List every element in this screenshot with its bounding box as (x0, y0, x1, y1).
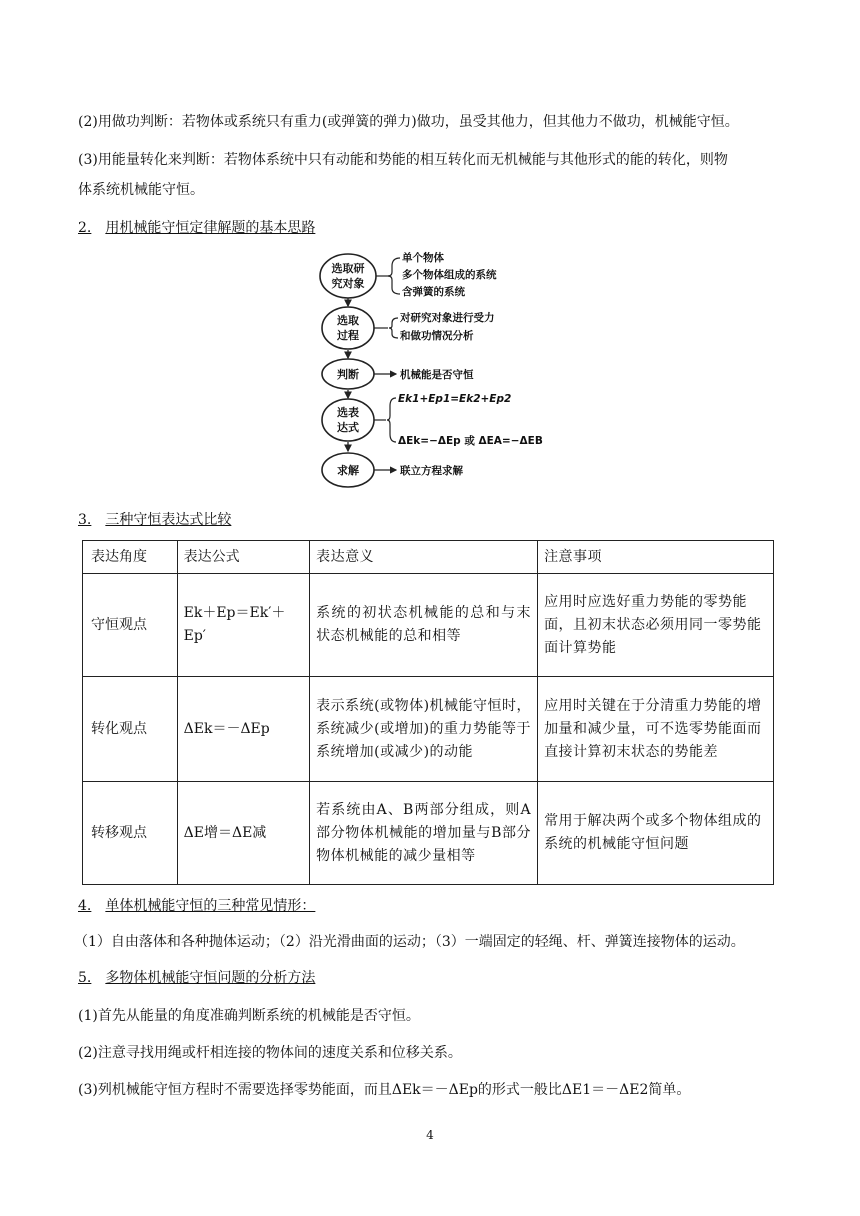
section-title: 用机械能守恒定律解题的基本思路 (105, 220, 316, 236)
section-5-line-1: (1)首先从能量的角度准确判断系统的机械能是否守恒。 (78, 1008, 420, 1024)
flow-label: 单个物体 (402, 252, 444, 264)
table-row (83, 782, 774, 885)
table-row (83, 677, 774, 782)
flow-label: 联立方程求解 (400, 465, 463, 477)
flow-node-text: 选表 (337, 406, 359, 419)
flow-label: Ek1+Ep1=Ek2+Ep2 (398, 393, 512, 405)
table-cell-angle: 守恒观点 (83, 574, 178, 677)
section-5-line-3: (3)列机械能守恒方程时不需要选择零势能面，而且ΔEk＝－ΔEp的形式一般比ΔE1＝－ΔE2简单。 (78, 1082, 691, 1098)
flow-label: 机械能是否守恒 (400, 369, 474, 381)
flow-node-text: 判断 (337, 368, 359, 381)
section-number: 2. (78, 220, 92, 236)
table-cell-note: 应用时关键在于分清重力势能的增加量和减少量，可不选零势能面而直接计算初末状态的势能差 (538, 677, 774, 782)
flow-label: ΔEk=−ΔEp 或 ΔEA=−ΔEB (398, 435, 543, 447)
section-number: 4. (78, 898, 92, 914)
section-number: 3. (78, 512, 92, 528)
table-row (83, 574, 774, 677)
section-5-line-2: (2)注意寻找用绳或杆相连接的物体间的速度关系和位移关系。 (78, 1045, 462, 1061)
table-cell-formula: Ek＋Ep＝Ek′＋Ep′ (177, 574, 309, 677)
table-header-cell: 表达意义 (310, 541, 538, 574)
table-cell-note: 常用于解决两个或多个物体组成的系统的机械能守恒问题 (538, 782, 774, 885)
flow-node-select-object (320, 254, 376, 298)
table-cell-meaning: 系统的初状态机械能的总和与末状态机械能的总和相等 (310, 574, 538, 677)
problem-solving-flowchart (312, 248, 552, 498)
table-header-cell: 注意事项 (538, 541, 774, 574)
flow-label: 对研究对象进行受力 (400, 312, 495, 324)
flow-brace (388, 258, 400, 294)
table-header-cell: 表达角度 (83, 541, 178, 574)
flow-node-text: 究对象 (331, 277, 365, 290)
conservation-expression-table (82, 540, 774, 885)
section-5-heading (78, 968, 315, 988)
table-header-row (83, 541, 774, 574)
table-cell-meaning: 表示系统(或物体)机械能守恒时，系统减少(或增加)的重力势能等于系统增加(或减少)的动能 (310, 677, 538, 782)
section-4-body: （1）自由落体和各种抛体运动；（2）沿光滑曲面的运动；（3）一端固定的轻绳、杆、弹簧连接物体的运动。 (74, 934, 745, 950)
flow-brace (389, 318, 398, 338)
table-cell-angle: 转化观点 (83, 677, 178, 782)
flow-node-text: 选取 (337, 314, 359, 327)
section-title: 单体机械能守恒的三种常见情形： (105, 898, 316, 914)
paragraph-energy-criterion-line2: 体系统机械能守恒。 (78, 182, 204, 198)
section-title: 三种守恒表达式比较 (105, 512, 232, 528)
flow-node-text: 过程 (337, 329, 359, 342)
table-cell-formula: ΔE增＝ΔE减 (177, 782, 309, 885)
section-2-heading (78, 218, 315, 238)
table-cell-note: 应用时应选好重力势能的零势能面，且初末状态必须用同一零势能面计算势能 (538, 574, 774, 677)
paragraph-work-criterion: (2)用做功判断：若物体或系统只有重力(或弹簧的弹力)做功，虽受其他力，但其他力不做功，机械能守恒。 (78, 114, 739, 130)
flow-label: 多个物体组成的系统 (402, 269, 497, 281)
flow-brace (387, 398, 396, 442)
section-3-heading (78, 510, 231, 530)
section-title: 多物体机械能守恒问题的分析方法 (105, 970, 316, 986)
flow-node-text: 求解 (337, 464, 359, 477)
page-number: 4 (426, 1128, 434, 1142)
flow-node-text: 达式 (337, 421, 359, 434)
paragraph-energy-criterion-line1: (3)用能量转化来判断：若物体系统中只有动能和势能的相互转化而无机械能与其他形式的能的转化，则物 (78, 152, 728, 168)
table-cell-formula: ΔEk＝－ΔEp (177, 677, 309, 782)
table-cell-meaning: 若系统由A、B两部分组成，则A部分物体机械能的增加量与B部分物体机械能的减少量相等 (310, 782, 538, 885)
flow-node-text: 选取研 (331, 262, 365, 275)
flow-label: 含弹簧的系统 (402, 286, 465, 298)
table-cell-angle: 转移观点 (83, 782, 178, 885)
section-number: 5. (78, 970, 92, 986)
table-header-cell: 表达公式 (177, 541, 309, 574)
flow-label: 和做功情况分析 (400, 330, 474, 342)
section-4-heading (78, 896, 315, 916)
